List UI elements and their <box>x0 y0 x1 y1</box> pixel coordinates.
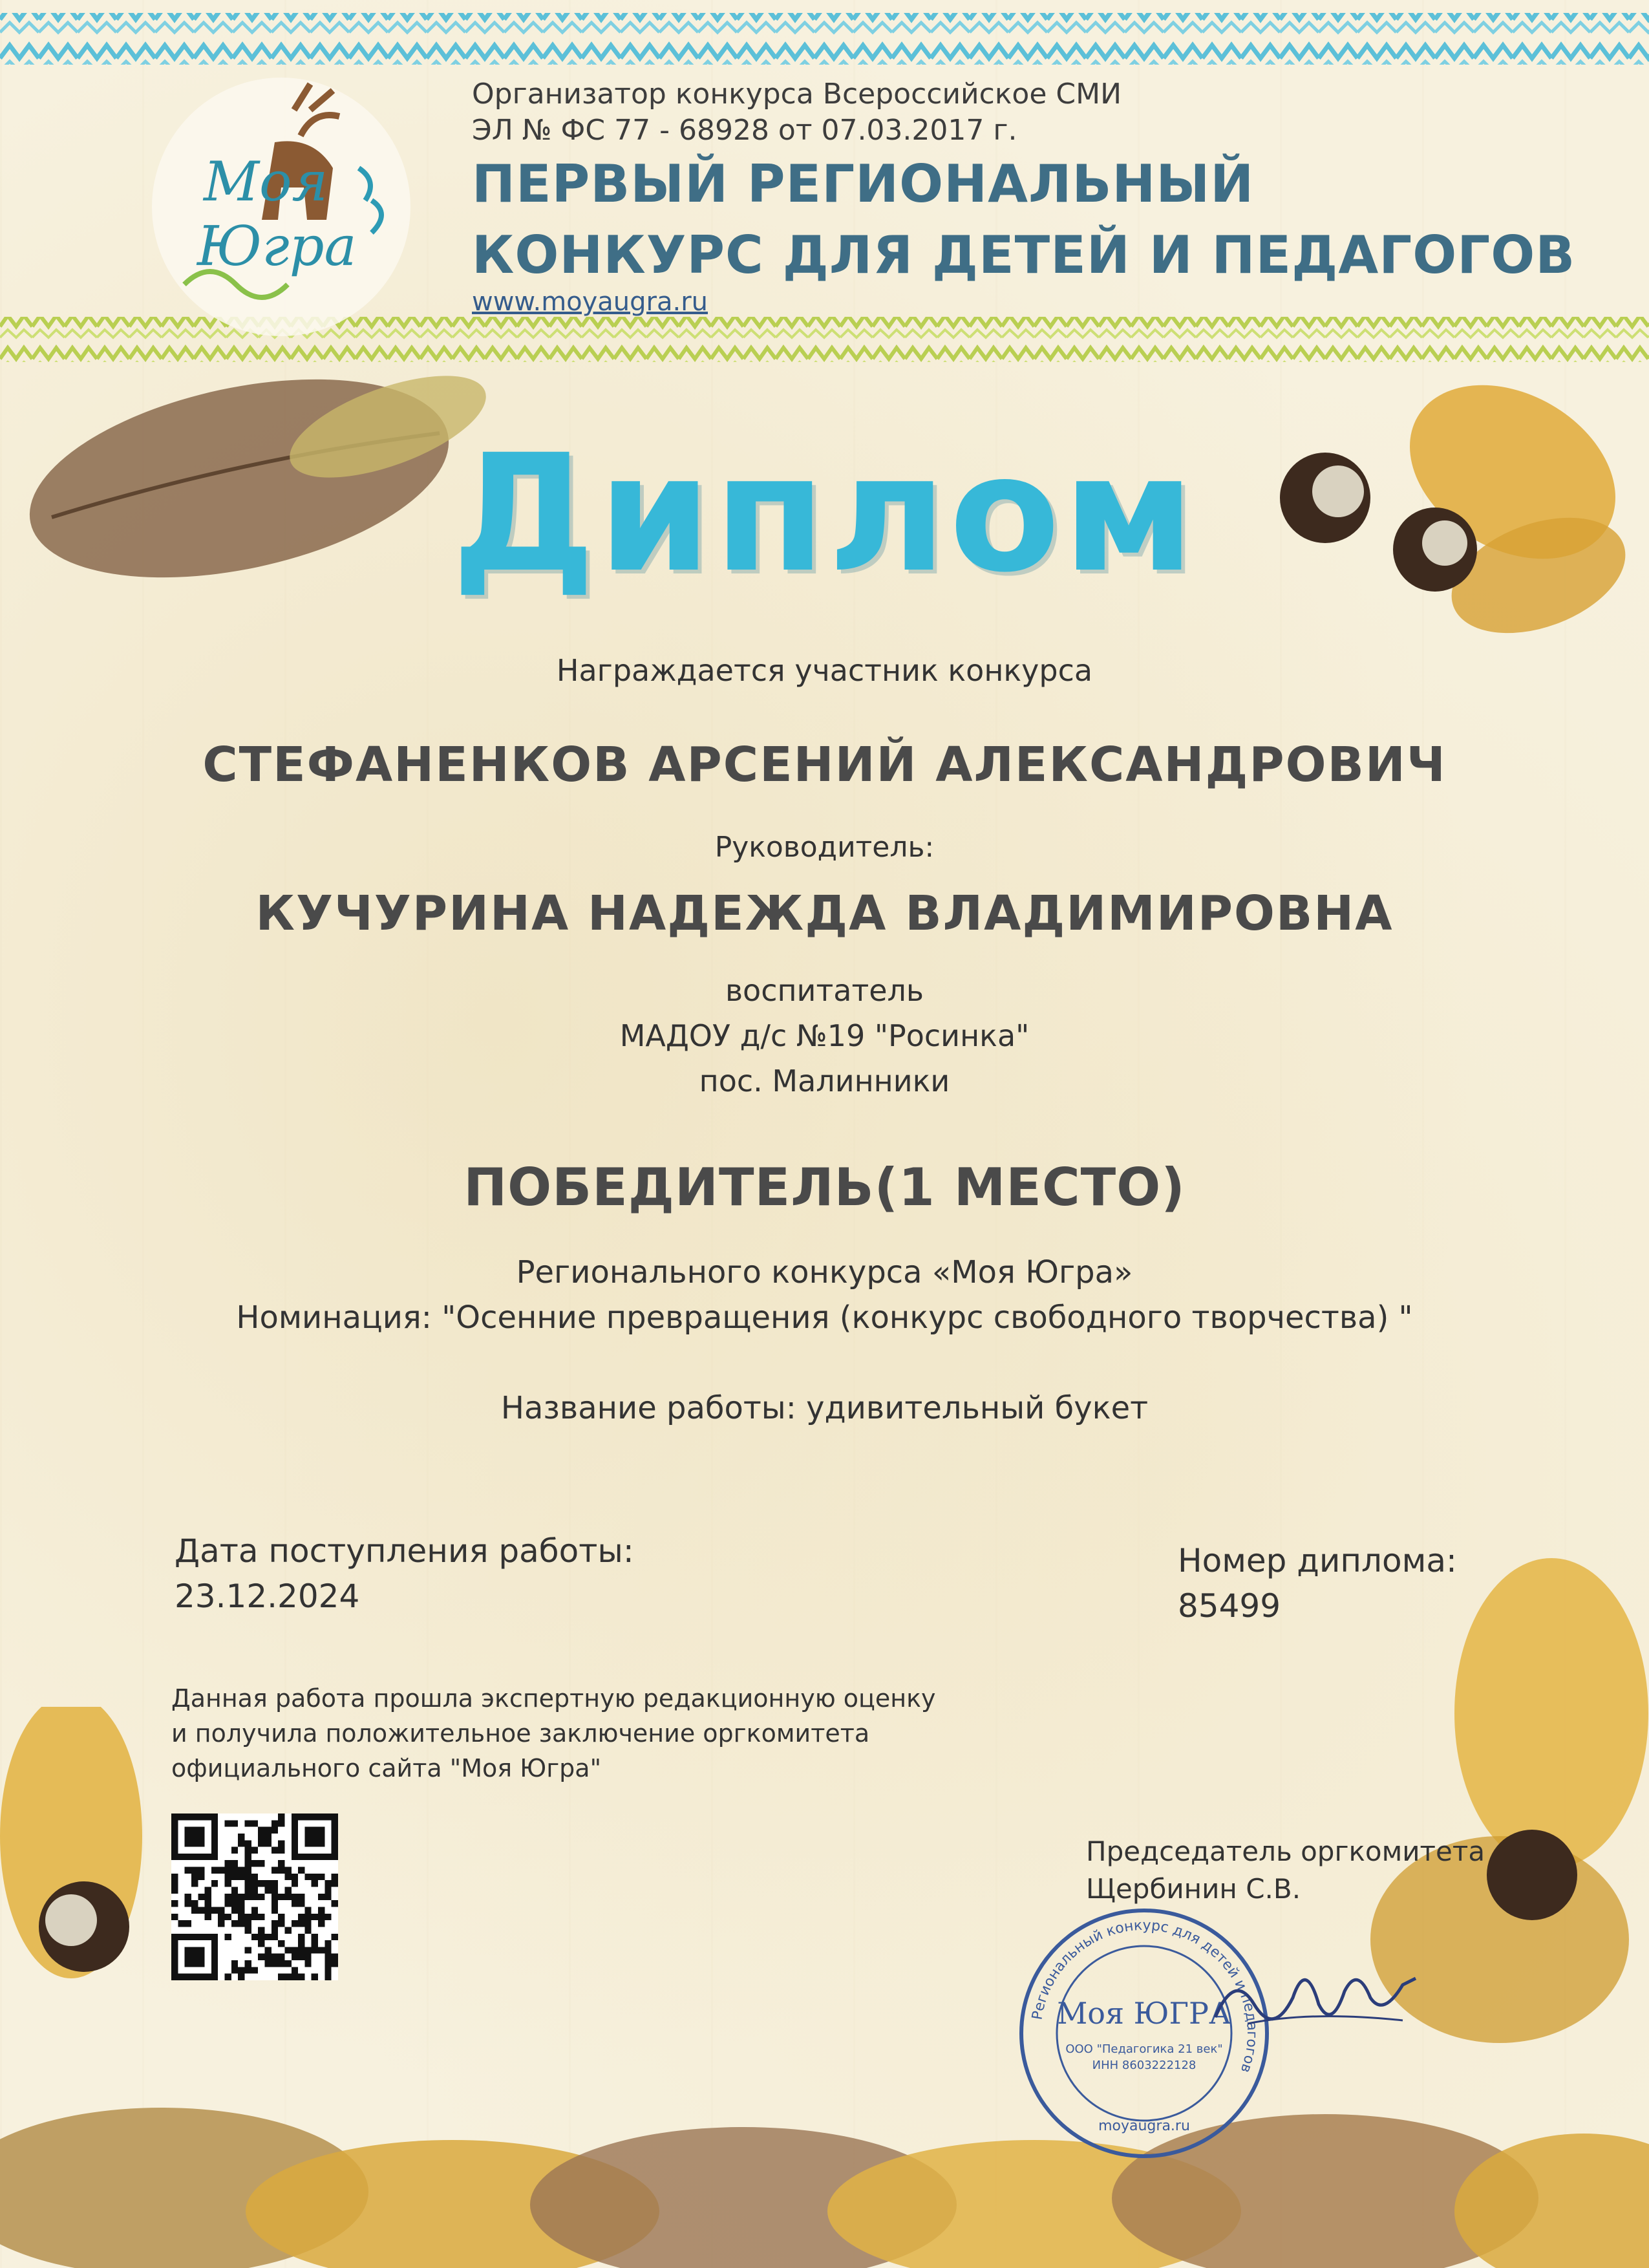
expert-note-line1: Данная работа прошла экспертную редакционную оценку <box>171 1684 936 1713</box>
stamp-center-text: Моя ЮГРА <box>1057 1996 1231 2031</box>
leader-position: воспитатель <box>725 973 924 1008</box>
diploma-number-label: Номер диплома: <box>1178 1542 1457 1579</box>
stamp-inn: ИНН 8603222128 <box>1092 2059 1197 2072</box>
date-label: Дата поступления работы: <box>175 1532 634 1570</box>
expert-note <box>171 1681 936 1786</box>
chairman-block <box>1086 1833 1485 1908</box>
expert-note-line2: и получила положительное заключение оргкомитета <box>171 1719 870 1748</box>
result-text: ПОБЕДИТЕЛЬ(1 МЕСТО) <box>463 1157 1186 1217</box>
chairman-signature <box>1209 1946 1422 2043</box>
contest-title-line1: ПЕРВЫЙ РЕГИОНАЛЬНЫЙ <box>472 154 1255 214</box>
diploma-title: Диплом <box>451 420 1198 608</box>
moya-yugra-logo <box>145 71 417 343</box>
website-link[interactable]: www.moyaugra.ru <box>472 287 708 317</box>
leaves-bottom-border <box>0 2049 1649 2268</box>
svg-text:Моя: Моя <box>204 150 328 213</box>
work-title: Название работы: удивительный букет <box>500 1390 1149 1426</box>
stamp-site: moyaugra.ru <box>1098 2118 1190 2134</box>
nomination-text: Номинация: "Осенние превращения (конкурс свободного творчества) " <box>236 1300 1413 1336</box>
contest-name: Регионального конкурса «Моя Югра» <box>516 1254 1133 1290</box>
stamp-company: ООО "Педагогика 21 век" <box>1065 2042 1223 2056</box>
expert-note-line3: официального сайта "Моя Югра" <box>171 1754 602 1782</box>
svg-text:Югра: Югра <box>197 215 357 278</box>
leader-label: Руководитель: <box>714 831 935 864</box>
stamp-ring-text: Региональный конкурс для детей и педагогов <box>1029 1917 1261 2075</box>
registration-text: ЭЛ № ФС 77 - 68928 от 07.03.2017 г. <box>472 114 1017 147</box>
contest-title-line2: КОНКУРС ДЛЯ ДЕТЕЙ И ПЕДАГОГОВ <box>472 225 1576 285</box>
leader-name: КУЧУРИНА НАДЕЖДА ВЛАДИМИРОВНА <box>255 886 1394 941</box>
organization-name: МАДОУ д/с №19 "Росинка" <box>619 1018 1030 1053</box>
chairman-name: Щербинин С.В. <box>1086 1873 1301 1905</box>
settlement-name: пос. Малинники <box>699 1064 950 1098</box>
awarded-text: Награждается участник конкурса <box>556 653 1093 688</box>
participant-name: СТЕФАНЕНКОВ АРСЕНИЙ АЛЕКСАНДРОВИЧ <box>202 737 1447 793</box>
diploma-number-value: 85499 <box>1178 1587 1281 1625</box>
qr-code[interactable] <box>171 1813 338 1980</box>
chairman-title: Председатель оргкомитета <box>1086 1835 1485 1867</box>
date-value: 23.12.2024 <box>175 1578 360 1615</box>
organizer-text: Организатор конкурса Всероссийское СМИ <box>472 78 1122 111</box>
top-ornament <box>0 0 1649 78</box>
